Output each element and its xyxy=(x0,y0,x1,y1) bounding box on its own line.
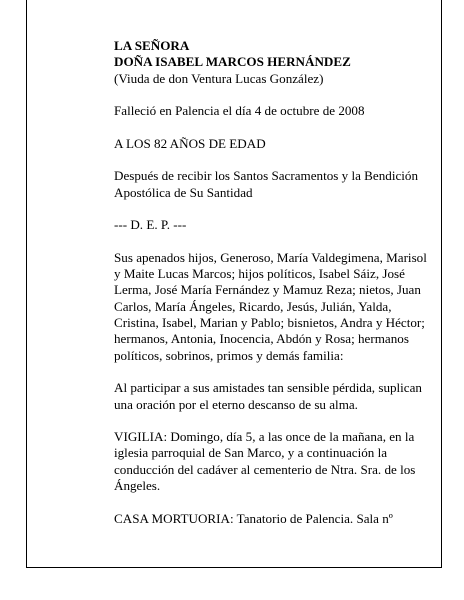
death-date-paragraph: Falleció en Palencia el día 4 de octubre de 2008 xyxy=(114,103,365,119)
rip-paragraph: --- D. E. P. --- xyxy=(114,217,187,233)
deceased-name: DOÑA ISABEL MARCOS HERNÁNDEZ xyxy=(114,54,351,70)
title-line-1: LA SEÑORA xyxy=(114,38,190,53)
sacraments-paragraph: Después de recibir los Santos Sacramentos y la Bendición Apostólica de Su Santidad xyxy=(114,168,418,200)
widow-note: (Viuda de don Ventura Lucas González) xyxy=(114,70,324,86)
funeral-home-paragraph: CASA MORTUORIA: Tanatorio de Palencia. Sala nº xyxy=(114,510,393,526)
family-paragraph: Sus apenados hijos, Generoso, María Valdegimena, Marisol y Maite Lucas Marcos; hijos políticos, Isabel Sáiz, José Lerma, José María Fernández y Mamuz Reza; nietos, Juan Carlos, María Ángeles, Ricardo, Jesús, Julián, Yalda, Cristina, Isabel, Marian y Pablo; bisnietos, Andra y Héctor; hermanos, Antonia, Inocencia, Abdón y Rosa; hermanos políticos, sobrinos, primos y demás familia: xyxy=(114,249,427,363)
vigil-paragraph: VIGILIA: Domingo, día 5, a las once de la mañana, en la iglesia parroquial de San Marco, y a continuación la conducción del cadáver al cementerio de Ntra. Sra. de los Ángeles. xyxy=(114,429,416,494)
obituary-text xyxy=(114,38,434,543)
prayer-request-paragraph: Al participar a sus amistades tan sensible pérdida, suplican una oración por el eterno descanso de su alma. xyxy=(114,380,422,412)
age-paragraph: A LOS 82 AÑOS DE EDAD xyxy=(114,135,266,151)
